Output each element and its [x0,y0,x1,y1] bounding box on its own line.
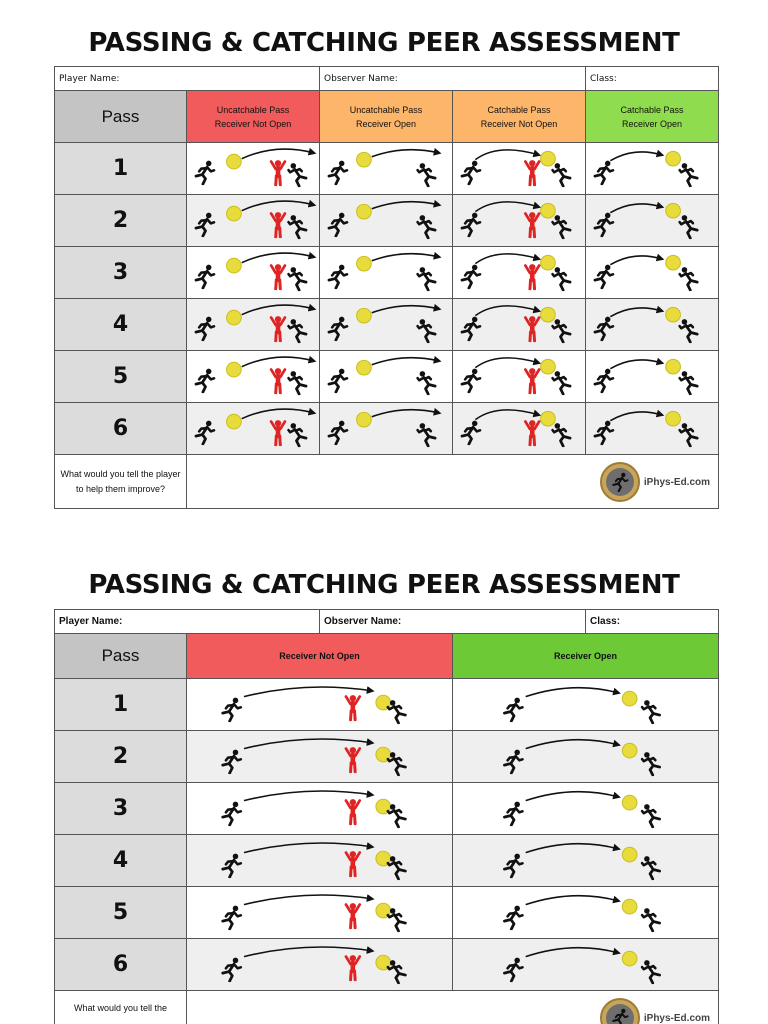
pass-number: 5 [55,351,187,403]
passer-icon [329,265,347,288]
passer-icon [329,317,347,340]
pass-arc-arrow [372,410,439,417]
running-figure-seal-icon [600,462,640,502]
col-uncatchable-open [320,91,453,143]
receiver-icon [553,423,571,446]
passer-icon [196,421,214,444]
sheet2-assessment-table [54,609,718,1024]
pass-illustration [453,247,585,298]
assessment-cell[interactable] [453,783,719,835]
pass-illustration [586,351,718,402]
ball-icon [622,899,637,914]
passer-icon [504,854,522,877]
ball-icon [622,743,637,758]
ball-icon [227,206,242,221]
passer-icon [504,906,522,929]
passer-icon [504,958,522,981]
receiver-icon [680,163,698,186]
pass-illustration [586,195,718,246]
table-row [55,403,719,455]
col-line1: Catchable Pass [620,104,684,115]
ball-icon [541,203,556,218]
pass-arc-arrow [526,948,618,957]
pass-illustration [453,299,585,350]
assessment-cell[interactable] [187,351,320,403]
defender-icon [271,368,285,393]
pass-arc-arrow [242,409,314,419]
receiver-icon [388,700,406,723]
pass-illustration [586,299,718,350]
pass-number: 1 [55,143,187,195]
pass-number: 4 [55,835,187,887]
passer-icon [223,854,241,877]
pass-number: 5 [55,887,187,939]
feedback-area[interactable] [187,455,719,509]
assessment-cell[interactable] [453,403,586,455]
ball-icon [541,307,556,322]
pass-number: 3 [55,783,187,835]
passer-icon [595,213,613,236]
assessment-cell[interactable] [453,887,719,939]
receiver-icon [418,371,436,394]
pass-arc-arrow [242,149,314,159]
pass-arc-arrow [610,412,661,421]
pass-illustration [187,143,319,194]
pass-illustration [187,195,319,246]
pass-illustration [187,835,452,886]
col-line2: Receiver Not Open [480,118,558,129]
class-label: Class: [590,73,617,84]
feedback-area[interactable] [187,991,719,1024]
defender-icon [271,160,285,185]
receiver-icon [642,700,660,723]
assessment-cell[interactable] [453,835,719,887]
passer-icon [223,698,241,721]
defender-icon [346,695,360,720]
pass-arc-arrow [526,740,618,749]
receiver-icon [553,371,571,394]
pass-illustration [320,403,452,454]
ball-icon [666,411,681,426]
receiver-icon [388,856,406,879]
pass-illustration [320,351,452,402]
pass-arc-arrow [526,896,618,905]
player-name-label: Player Name: [59,73,120,84]
col-catchable-not-open [453,91,586,143]
receiver-icon [289,215,307,238]
table-row [55,835,719,887]
pass-arc-arrow [610,256,661,265]
pass-illustration [453,835,718,886]
receiver-icon [418,267,436,290]
receiver-icon [680,371,698,394]
pass-arc-arrow [475,202,538,212]
defender-icon [271,212,285,237]
ball-icon [541,411,556,426]
receiver-icon [418,423,436,446]
sheet2-title: PASSING & CATCHING PEER ASSESSMENT [88,570,680,600]
assessment-cell[interactable] [187,403,320,455]
assessment-cell[interactable] [320,247,453,299]
class-field[interactable] [586,67,719,91]
sheet1-title: PASSING & CATCHING PEER ASSESSMENT [88,28,680,58]
pass-arc-arrow [372,358,439,365]
pass-illustration [320,247,452,298]
ball-icon [666,307,681,322]
passer-icon [462,369,480,392]
assessment-cell[interactable] [187,939,453,991]
pass-illustration [453,679,718,730]
col-catchable-open [586,91,719,143]
assessment-cell[interactable] [187,887,453,939]
pass-illustration [187,247,319,298]
improve-question: What would you tell the player to help them improve? [55,455,187,509]
class-field[interactable] [586,610,719,634]
pass-illustration [187,679,452,730]
pass-arc-arrow [475,358,538,368]
iphys-ed-logo [600,462,710,502]
observer-name-field[interactable] [320,67,586,91]
observer-name-label: Observer Name: [324,73,398,84]
pass-arc-arrow [242,201,314,211]
pass-arc-arrow [475,254,538,264]
defender-icon [346,903,360,928]
assessment-cell[interactable] [453,299,586,351]
pass-arc-arrow [475,410,538,420]
col-line1: Catchable Pass [487,104,551,115]
passer-icon [329,213,347,236]
receiver-icon [418,319,436,342]
running-figure-seal-icon [600,998,640,1024]
pass-illustration [453,195,585,246]
receiver-icon [289,423,307,446]
pass-illustration [453,403,585,454]
col-receiver-open: Receiver Open [453,634,719,679]
receiver-icon [553,319,571,342]
receiver-icon [642,908,660,931]
pass-illustration [187,731,452,782]
player-name-field[interactable] [55,610,320,634]
passer-icon [504,802,522,825]
player-name-field[interactable] [55,67,320,91]
assessment-cell[interactable] [187,299,320,351]
assessment-cell[interactable] [187,731,453,783]
pass-illustration [453,351,585,402]
col-line2: Receiver Open [356,118,417,129]
col-uncatchable-not-open [187,91,320,143]
table-row [55,939,719,991]
defender-icon [525,420,539,445]
pass-number: 1 [55,679,187,731]
assessment-cell[interactable] [586,247,719,299]
pass-illustration [187,403,319,454]
pass-number: 3 [55,247,187,299]
pass-number: 2 [55,731,187,783]
table-row [55,247,719,299]
iphys-ed-logo [600,998,710,1024]
table-row [55,783,719,835]
table-row [55,299,719,351]
defender-icon [271,420,285,445]
sheet1-assessment-table [54,66,718,509]
receiver-icon [289,163,307,186]
pass-arc-arrow [610,204,661,213]
ball-icon [357,412,372,427]
pass-arc-arrow [610,308,661,317]
pass-arc-arrow [526,688,618,697]
pass-number: 2 [55,195,187,247]
ball-icon [227,414,242,429]
col-receiver-not-open: Receiver Not Open [187,634,453,679]
receiver-icon [553,163,571,186]
receiver-icon [680,423,698,446]
passer-icon [223,802,241,825]
pass-arc-arrow [372,150,439,157]
pass-illustration [187,939,452,990]
receiver-icon [289,319,307,342]
pass-illustration [187,351,319,402]
pass-arc-arrow [610,152,661,161]
ball-icon [227,362,242,377]
passer-icon [462,265,480,288]
ball-icon [227,154,242,169]
receiver-icon [642,804,660,827]
assessment-cell[interactable] [187,783,453,835]
passer-icon [504,750,522,773]
logo-text: iPhys-Ed.com [643,476,711,488]
improve-question: What would you tell the [55,991,187,1024]
receiver-icon [418,215,436,238]
defender-icon [271,264,285,289]
passer-icon [196,369,214,392]
passer-icon [329,161,347,184]
receiver-icon [642,752,660,775]
pass-illustration [453,143,585,194]
pass-arc-arrow [526,844,618,853]
passer-icon [595,421,613,444]
ball-icon [666,255,681,270]
observer-name-field[interactable] [320,610,586,634]
pass-arc-arrow [242,253,314,263]
defender-icon [346,747,360,772]
observer-name-label: Observer Name: [324,616,402,627]
table-row [55,679,719,731]
assessment-cell[interactable] [187,247,320,299]
passer-icon [329,369,347,392]
pass-illustration [453,887,718,938]
pass-arc-arrow [475,306,538,316]
pass-illustration [320,143,452,194]
pass-illustration [187,887,452,938]
assessment-cell[interactable] [453,247,586,299]
passer-icon [462,421,480,444]
passer-icon [595,265,613,288]
pass-number: 6 [55,403,187,455]
ball-icon [622,951,637,966]
defender-icon [525,368,539,393]
table-row [55,351,719,403]
col-line1: Uncatchable Pass [216,104,290,115]
receiver-icon [553,215,571,238]
defender-icon [525,264,539,289]
table-row [55,143,719,195]
defender-icon [525,212,539,237]
assessment-cell[interactable] [187,835,453,887]
pass-arc-arrow [610,360,661,369]
pass-header: Pass [55,91,187,143]
passer-icon [462,317,480,340]
ball-icon [357,360,372,375]
receiver-icon [553,267,571,290]
defender-icon [525,160,539,185]
table-row [55,731,719,783]
table-row [55,887,719,939]
ball-icon [541,359,556,374]
assessment-cell[interactable] [586,195,719,247]
ball-icon [666,203,681,218]
passer-icon [595,369,613,392]
pass-illustration [586,403,718,454]
passer-icon [196,213,214,236]
assessment-cell[interactable] [453,731,719,783]
pass-number: 4 [55,299,187,351]
assessment-cell[interactable] [453,195,586,247]
receiver-icon [388,960,406,983]
ball-icon [227,310,242,325]
receiver-icon [418,163,436,186]
passer-icon [462,213,480,236]
passer-icon [462,161,480,184]
ball-icon [357,152,372,167]
assessment-cell[interactable] [586,403,719,455]
assessment-cell[interactable] [320,351,453,403]
col-line2: Receiver Not Open [214,118,292,129]
receiver-icon [388,908,406,931]
passer-icon [196,317,214,340]
pass-arc-arrow [372,254,439,261]
assessment-cell[interactable] [320,299,453,351]
pass-arc-arrow [242,357,314,367]
ball-icon [666,151,681,166]
defender-icon [271,316,285,341]
receiver-icon [680,319,698,342]
ball-icon [666,359,681,374]
pass-illustration [187,299,319,350]
ball-icon [622,795,637,810]
pass-number: 6 [55,939,187,991]
passer-icon [223,906,241,929]
passer-icon [329,421,347,444]
pass-illustration [453,731,718,782]
passer-icon [223,750,241,773]
pass-arc-arrow [242,305,314,315]
pass-arc-arrow [372,202,439,209]
ball-icon [357,256,372,271]
passer-icon [196,161,214,184]
assessment-cell[interactable] [320,195,453,247]
pass-illustration [320,195,452,246]
logo-text: iPhys-Ed.com [643,1012,711,1024]
receiver-icon [642,960,660,983]
ball-icon [541,151,556,166]
defender-icon [346,799,360,824]
passer-icon [595,317,613,340]
defender-icon [346,955,360,980]
player-name-label: Player Name: [59,616,123,627]
class-label: Class: [590,616,621,627]
pass-header: Pass [55,634,187,679]
receiver-icon [388,804,406,827]
pass-arc-arrow [372,306,439,313]
receiver-icon [289,267,307,290]
receiver-icon [680,267,698,290]
passer-icon [595,161,613,184]
ball-icon [357,308,372,323]
pass-illustration [453,783,718,834]
assessment-cell[interactable] [586,143,719,195]
pass-illustration [586,143,718,194]
ball-icon [541,255,556,270]
receiver-icon [642,856,660,879]
pass-arc-arrow [475,150,538,160]
passer-icon [196,265,214,288]
receiver-icon [289,371,307,394]
assessment-cell[interactable] [453,351,586,403]
pass-illustration [453,939,718,990]
pass-arc-arrow [526,792,618,801]
assessment-cell[interactable] [586,351,719,403]
passer-icon [504,698,522,721]
assessment-cell[interactable] [320,143,453,195]
pass-illustration [320,299,452,350]
assessment-cell[interactable] [453,679,719,731]
pass-illustration [586,247,718,298]
ball-icon [227,258,242,273]
defender-icon [346,851,360,876]
passer-icon [223,958,241,981]
assessment-cell[interactable] [187,195,320,247]
table-row [55,195,719,247]
assessment-cell[interactable] [187,143,320,195]
ball-icon [357,204,372,219]
assessment-cell[interactable] [320,403,453,455]
receiver-icon [388,752,406,775]
assessment-cell[interactable] [453,939,719,991]
ball-icon [622,691,637,706]
assessment-cell[interactable] [187,679,453,731]
ball-icon [622,847,637,862]
pass-illustration [187,783,452,834]
receiver-icon [680,215,698,238]
assessment-cell[interactable] [453,143,586,195]
col-line2: Receiver Open [622,118,683,129]
defender-icon [525,316,539,341]
assessment-cell[interactable] [586,299,719,351]
col-line1: Uncatchable Pass [349,104,423,115]
